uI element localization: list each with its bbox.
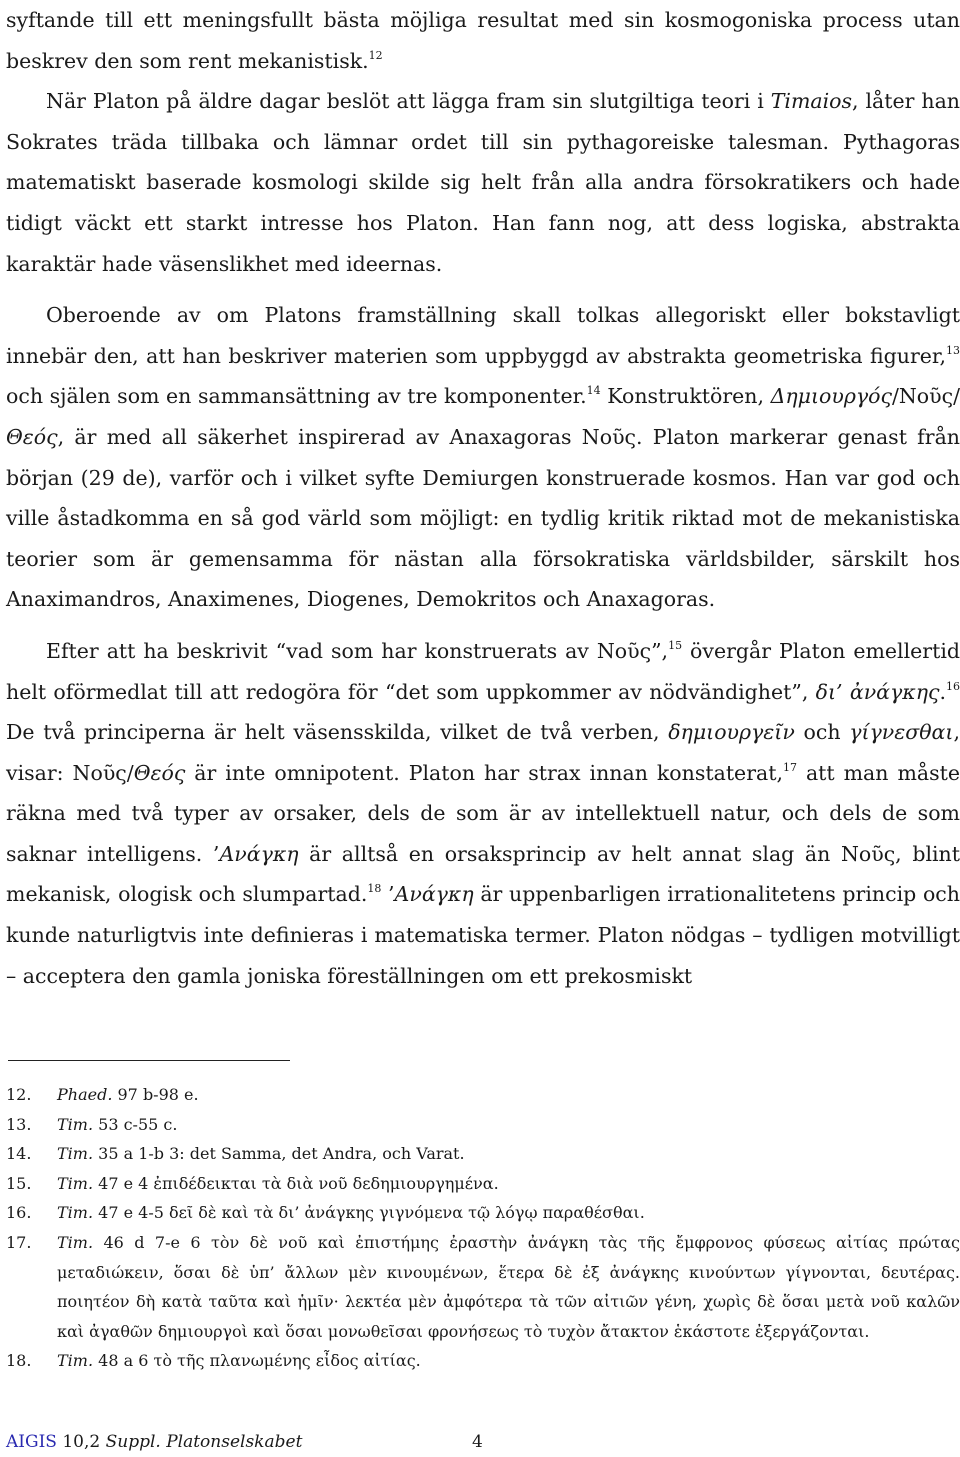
paragraph-0 — [6, 0, 960, 81]
footnote-ref-work: Phaed. — [57, 1085, 113, 1104]
greek-term: Ανάγκη — [219, 841, 299, 866]
work-title: Timaios — [770, 89, 853, 114]
footnote-12 — [6, 1080, 960, 1110]
journal-volume: 10,2 — [56, 1432, 106, 1452]
text-run: att man måste räkna med två typer av orsaker, dels de som är av intellektuell natur, och dels de som saknar intelligens. ’ — [6, 760, 960, 866]
text-run: , låter han Sokrates träda tillbaka och lämnar ordet till sin pythagoreiske talesman. Pythagoras matematiskt baserade kosmologi skilde sig helt från alla andra försokratikers och hade tidigt väckt ett starkt intresse hos Platon. Han fann nog, att dess logiska, abstrakta karaktär hade väsenslikhet med ideernas. — [6, 89, 960, 276]
footnote-divider — [8, 1060, 290, 1061]
footnote-text: 97 b-98 e. — [112, 1085, 199, 1104]
footnote-ref-work: Tim. — [57, 1173, 94, 1193]
footnote-text: 53 c-55 c. — [93, 1114, 178, 1134]
greek-term: δι’ ἀνάγκης — [815, 679, 940, 704]
text-run: är alltså en orsaksprincip av helt annat slag än Νοῦς, blint mekanisk, ologisk och slumpartad. — [6, 841, 960, 907]
text-run: Oberoende av om Platons framställning skall tolkas allegoriskt eller bokstavligt innebär den, att han beskriver materien som uppbyggd av abstrakta geometriska figurer, — [6, 303, 960, 368]
footnote-ref-work: Tim. — [57, 1144, 94, 1164]
footnote-number: 12. — [6, 1085, 32, 1104]
paragraph-3 — [6, 631, 960, 996]
text-run: ’ — [381, 882, 395, 907]
footnotes — [6, 1080, 960, 1376]
footnote-number: 15. — [6, 1173, 32, 1193]
footnote-text: 35 a 1-b 3: det Samma, det Andra, och Varat. — [93, 1144, 465, 1164]
text-run: är uppenbarligen irrationalitetens princip och kunde naturligtvis inte definieras i matematiska termer. Platon nödgas – tydligen motvilligt – acceptera den gamla joniska föreställningen om ett prekosmiskt — [6, 882, 960, 988]
greek-term: Θεός — [133, 760, 186, 785]
footnote-number: 14. — [6, 1144, 32, 1164]
footnote-ref-15[interactable]: 15 — [668, 638, 683, 652]
page-footer — [6, 1432, 483, 1452]
footnote-16 — [6, 1198, 960, 1228]
text-run: syftande till ett meningsfullt bästa möjliga resultat med sin kosmogoniska process utan beskrev den som rent mekanistisk. — [6, 8, 960, 73]
greek-term: Ανάγκη — [394, 882, 474, 907]
journal-name[interactable]: AIGIS — [6, 1432, 57, 1452]
greek-term: γίγνεσθαι — [849, 720, 954, 745]
text-run: /Νοῦς/ — [891, 384, 960, 409]
text-run: När Platon på äldre dagar beslöt att lägga fram sin slutgiltiga teori i — [46, 89, 771, 114]
footnote-18 — [6, 1346, 960, 1376]
text-run: Efter att ha beskrivit “vad som har konstruerats av Νοῦς”, — [46, 638, 669, 663]
footnote-17 — [6, 1228, 960, 1346]
paragraph-1 — [6, 81, 960, 284]
text-run: , visar: Νοῦς/ — [6, 720, 960, 785]
footnote-13 — [6, 1110, 960, 1140]
footnote-ref-work: Tim. — [57, 1203, 94, 1223]
footnote-ref-12[interactable]: 12 — [368, 48, 383, 62]
footnote-ref-work: Tim. — [57, 1232, 94, 1252]
text-run: Konstruktören, — [600, 384, 771, 409]
footnote-number: 13. — [6, 1114, 32, 1134]
text-run: och själen som en sammansättning av tre komponenter. — [6, 384, 587, 409]
footnote-number: 16. — [6, 1203, 32, 1223]
footnote-ref-16[interactable]: 16 — [946, 679, 960, 693]
text-run: är inte omnipotent. Platon har strax innan konstaterat, — [185, 760, 783, 785]
footnote-ref-18[interactable]: 18 — [367, 882, 382, 896]
greek-term: Δημιουργός — [770, 384, 892, 409]
footnote-text: 46 d 7-e 6 τὸν δὲ νοῦ καὶ ἐπιστήμης ἐραστὴν ἀνάγκη τὰς τῆς ἔμφρονος φύσεως αἰτίας πρώτας μεταδιώκειν, ὅσαι δὲ ὑπ’ ἄλλων μὲν κινουμένων, ἕτερα δὲ ἐξ ἀνάγκης κινούντων γίγνονται, δευτέρας. ποιητέον δὴ κατὰ ταῦτα καὶ ἡμῖν· λεκτέα μὲν ἀμφότερα τὰ τῶν αἰτιῶν γένη, χωρὶς δὲ ὅσαι μετὰ νοῦ καλῶν καὶ ἀγαθῶν δημιουργοὶ καὶ ὅσαι μονωθεῖσαι φρονήσεως τὸ τυχὸν ἄτακτον ἑκάστοτε ἐξεργάζονται. — [57, 1232, 960, 1341]
text-run: och — [794, 720, 850, 745]
journal-supplement: Suppl. Platonselskabet — [105, 1432, 303, 1452]
text-run: . — [939, 679, 946, 704]
footnote-14 — [6, 1139, 960, 1169]
footnote-ref-17[interactable]: 17 — [782, 760, 797, 774]
footnote-text: 48 a 6 τὸ τῆς πλανωμένης εἶδος αἰτίας. — [93, 1351, 421, 1371]
page-number: 4 — [472, 1432, 483, 1452]
footnote-text: 47 e 4-5 δεῖ δὲ καὶ τὰ δι’ ἀνάγκης γιγνόμενα τῷ λόγῳ παραθέσθαι. — [93, 1203, 645, 1223]
footnote-ref-work: Tim. — [57, 1114, 94, 1134]
footnote-text: 47 e 4 ἐπιδέδεικται τὰ διὰ νοῦ δεδημιουργημένα. — [93, 1173, 499, 1193]
footnote-ref-work: Tim. — [57, 1351, 94, 1371]
text-run: De två principerna är helt väsensskilda, vilket de två verben, — [6, 720, 669, 745]
text-run: övergår Platon emellertid helt oförmedlat till att redogöra för “det som uppkommer av nödvändighet”, — [6, 638, 960, 704]
footnote-number: 18. — [6, 1351, 32, 1371]
footnote-ref-13[interactable]: 13 — [946, 343, 960, 357]
footnote-15 — [6, 1169, 960, 1199]
main-text — [6, 0, 960, 996]
paragraph-2 — [6, 295, 960, 620]
greek-term: Θεός — [6, 424, 58, 449]
text-run: , är med all säkerhet inspirerad av Anaxagoras Νοῦς. Platon markerar genast från början (29 de), varför och i vilket syfte Demiurgen konstruerade kosmos. Han var god och ville åstadkomma en så god värld som möjligt: en tydlig kritik riktad mot de mekanistiska teorier som är gemensamma för nästan alla försokratiska världsbilder, särskilt hos Anaximandros, Anaximenes, Diogenes, Demokritos och Anaxagoras. — [6, 424, 960, 612]
footnote-ref-14[interactable]: 14 — [586, 384, 601, 398]
footnote-number: 17. — [6, 1232, 32, 1252]
greek-term: δημιουργεῖν — [668, 720, 795, 745]
